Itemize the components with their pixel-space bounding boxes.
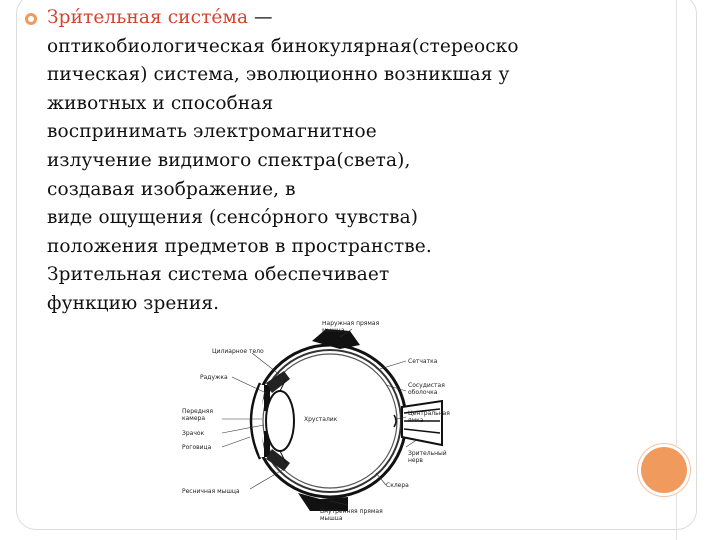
label-optic-nerve: Зрительный нерв — [408, 450, 447, 464]
label-sclera: Склера — [386, 482, 409, 489]
label-retina: Сетчатка — [408, 358, 438, 365]
eye-diagram — [180, 321, 460, 520]
bullet-icon — [24, 12, 38, 26]
label-pupil: Зрачок — [182, 430, 205, 437]
label-iris: Радужка — [200, 374, 228, 381]
label-anterior-chamber: Передняя камера — [182, 408, 213, 422]
label-lens: Хрусталик — [304, 416, 338, 423]
label-central-fossa: Центральная ямка — [408, 410, 450, 424]
label-ciliary: Цилиарное тело — [212, 348, 264, 355]
label-cornea: Роговица — [182, 444, 212, 451]
term-title: Зри́тельная систе́ма — [47, 7, 249, 28]
lens-shape — [266, 391, 294, 451]
label-ciliary-muscle: Ресничная мышца — [182, 488, 240, 495]
label-choroid: Сосудистая оболочка — [408, 382, 445, 396]
slide-body-text — [47, 4, 607, 319]
definition-text: — оптикобиологическая бинокулярная(стереоско пическая) система, эволюционно возникшая у животных и способная воспринимать электромагнитное излучение видимого спектра(света), создавая изображение, в виде ощущения (сенсо́рного чувства) положения предметов в пространстве. Зрительная система обеспечивает функцию зрения. — [47, 7, 519, 314]
label-top-muscle: Наружная прямая мышца — [322, 321, 380, 334]
decorative-circle — [641, 447, 687, 493]
central-fossa-mark — [394, 415, 396, 427]
label-bottom-muscle: Внутренняя прямая мышца — [320, 508, 383, 520]
